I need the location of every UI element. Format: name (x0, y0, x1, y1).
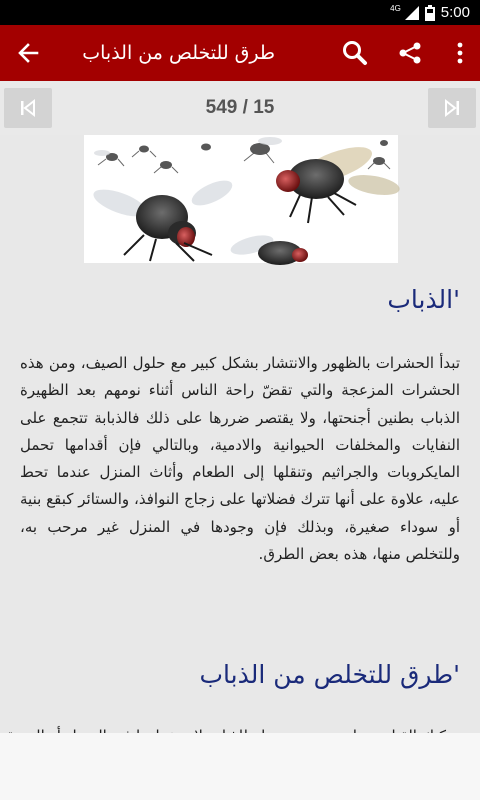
more-options-button[interactable] (440, 25, 480, 81)
skip-previous-icon (19, 99, 37, 117)
page-navigator (0, 81, 480, 135)
share-icon (398, 41, 422, 65)
search-button[interactable] (327, 25, 383, 81)
status-bar (0, 0, 480, 25)
back-arrow-icon (17, 42, 39, 64)
status-icons (390, 0, 470, 25)
page-indicator: 549 / 15 (205, 97, 275, 118)
app-bar (0, 25, 480, 81)
battery-icon (425, 5, 435, 21)
back-button[interactable] (0, 25, 56, 81)
more-vert-icon (457, 42, 463, 64)
bottom-blank-area (0, 733, 480, 800)
next-page-button[interactable] (428, 88, 476, 128)
article-content (0, 135, 480, 733)
skip-next-icon (443, 99, 461, 117)
previous-page-button[interactable] (4, 88, 52, 128)
share-button[interactable] (382, 25, 438, 81)
search-icon (342, 40, 368, 66)
flies-image (84, 135, 398, 263)
section-title: 'الذباب (387, 285, 460, 314)
app-title: طرق للتخلص من الذباب (82, 42, 275, 64)
clock: 5:00 (440, 4, 470, 21)
section-subtitle: 'طرق للتخلص من الذباب (199, 660, 460, 689)
article-paragraph: تبدأ الحشرات بالظهور والانتشار بشكل كبير مع حلول الصيف، ومن هذه الحشرات المزعجة والتي تقضّ راحة الناس أثناء نومهم بعد الظهيرة الذباب بطنين أجنحتها، ولا يقتصر ضررها على ذلك فالذبابة تتجمع على النفايات والمخلفات الحيوانية والادمية، وبالتالي فإن أقدامها تحمل المايكروبات والجراثيم وتنقلها إلى الطعام وأثاث المنزل عندما تحط عليه، علاوة على أنها تترك فضلاتها على زجاج النوافذ، والستائر كبقع بنية أو سوداء صغيرة، وبذلك فإن وجودها في المنزل غير مرحب به، وللتخلص منها، هذه بعض الطرق. (20, 354, 460, 564)
network-type-label: 4G (390, 4, 401, 13)
signal-icon (405, 6, 419, 20)
